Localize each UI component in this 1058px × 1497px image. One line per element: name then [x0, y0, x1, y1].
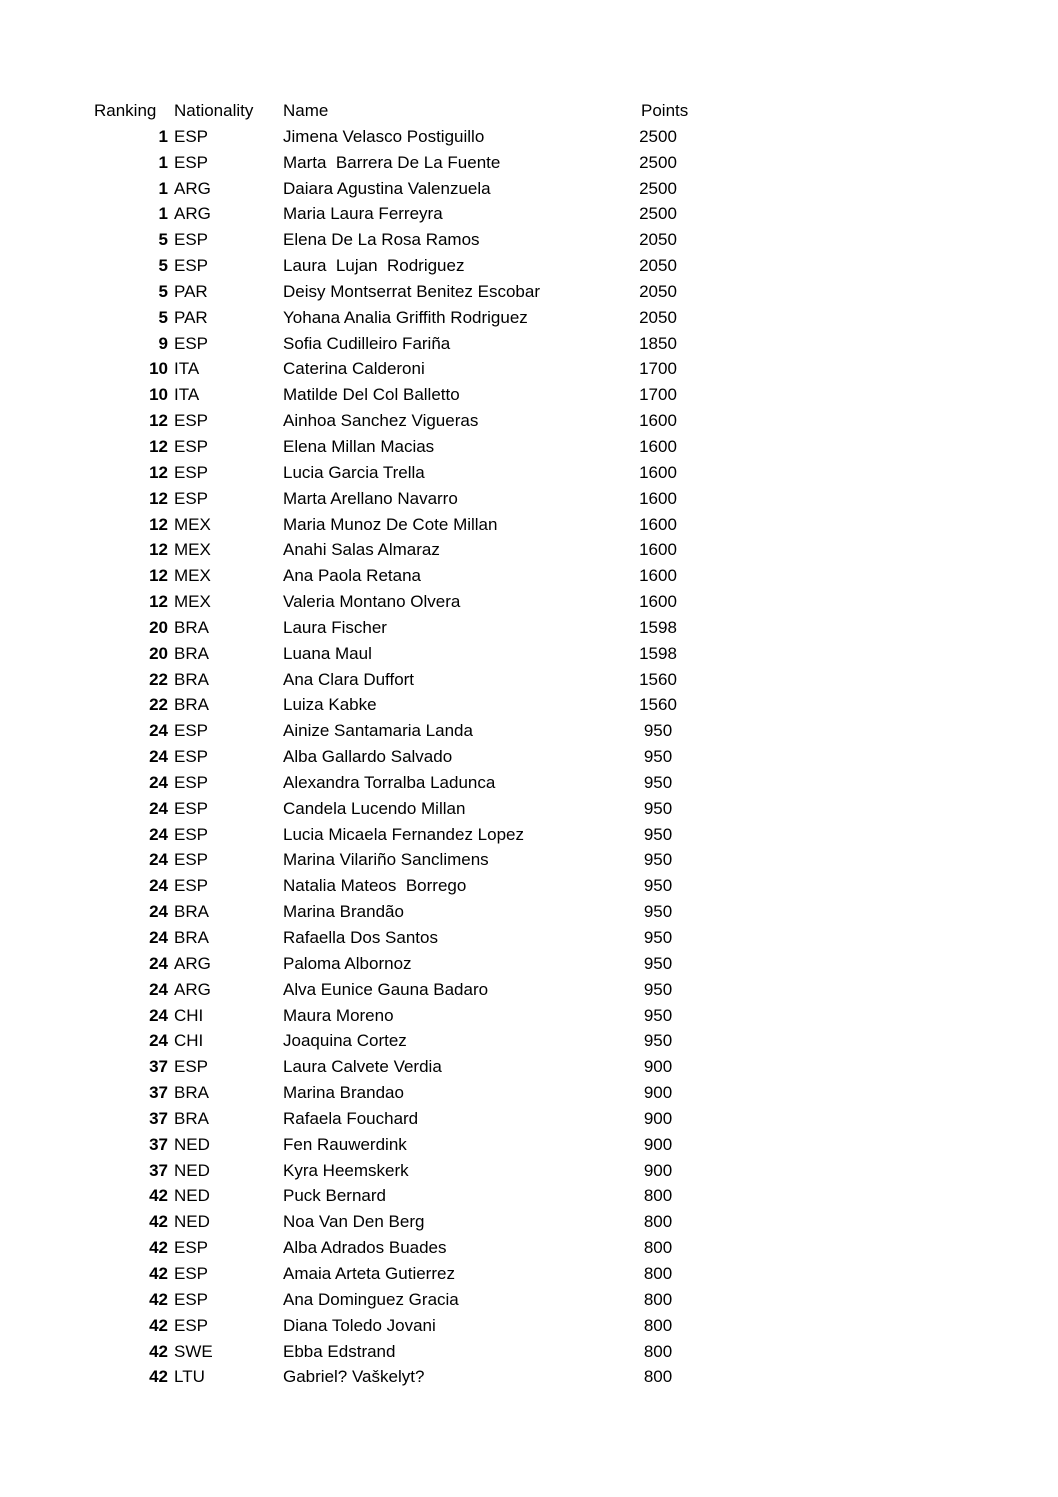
name-cell: Ana Clara Duffort [283, 669, 415, 689]
points-cell: 1600 [639, 411, 677, 431]
table-header-row [88, 98, 689, 124]
rank-cell: 5 [158, 256, 168, 276]
table-row [88, 1209, 673, 1235]
rank-cell: 24 [149, 772, 168, 792]
points-cell: 2500 [639, 204, 677, 224]
name-cell: Ana Dominguez Gracia [283, 1289, 459, 1309]
nationality-cell: NED [174, 1134, 210, 1154]
table-row [88, 718, 673, 744]
nationality-cell: NED [174, 1212, 210, 1232]
rank-cell: 1 [158, 126, 168, 146]
table-row [88, 434, 677, 460]
points-cell: 1700 [639, 359, 677, 379]
rank-cell: 12 [149, 436, 168, 456]
rank-cell: 37 [149, 1108, 168, 1128]
name-cell: Puck Bernard [283, 1186, 386, 1206]
rank-cell: 20 [149, 643, 168, 663]
nationality-cell: ARG [174, 953, 211, 973]
table-row [88, 1313, 673, 1339]
points-cell: 800 [643, 1341, 673, 1361]
table-row [88, 486, 677, 512]
table-row [88, 1054, 673, 1080]
name-cell: Joaquina Cortez [283, 1031, 407, 1051]
points-cell: 950 [643, 798, 673, 818]
points-cell: 950 [643, 850, 673, 870]
points-cell: 2500 [639, 126, 677, 146]
table-row [88, 796, 673, 822]
nationality-cell: CHI [174, 1031, 204, 1051]
name-cell: Anahi Salas Almaraz [283, 540, 440, 560]
name-cell: Maura Moreno [283, 1005, 394, 1025]
rank-cell: 12 [149, 488, 168, 508]
table-row [88, 1106, 673, 1132]
name-cell: Alexandra Torralba Ladunca [283, 772, 496, 792]
name-cell: Alva Eunice Gauna Badaro [283, 979, 489, 999]
rank-cell: 1 [158, 204, 168, 224]
rank-cell: 24 [149, 798, 168, 818]
nationality-cell: MEX [174, 592, 211, 612]
rank-cell: 24 [149, 747, 168, 767]
table-row [88, 1028, 673, 1054]
rank-cell: 1 [158, 152, 168, 172]
name-cell: Valeria Montano Olvera [283, 592, 461, 612]
table-row [88, 641, 677, 667]
points-cell: 1700 [639, 385, 677, 405]
rank-cell: 5 [158, 307, 168, 327]
points-cell: 1600 [639, 462, 677, 482]
nationality-cell: CHI [174, 1005, 204, 1025]
table-row [88, 951, 673, 977]
table-row [88, 537, 677, 563]
table-row [88, 1158, 673, 1184]
table-row [88, 925, 673, 951]
nationality-cell: ESP [174, 1289, 209, 1309]
table-row [88, 253, 677, 279]
points-cell: 800 [643, 1289, 673, 1309]
points-cell: 950 [643, 979, 673, 999]
points-cell: 900 [643, 1134, 673, 1154]
name-cell: Lucia Micaela Fernandez Lopez [283, 824, 524, 844]
points-cell: 800 [643, 1238, 673, 1258]
nationality-cell: ESP [174, 1263, 209, 1283]
rank-cell: 5 [158, 230, 168, 250]
nationality-cell: ESP [174, 721, 209, 741]
name-cell: Ainhoa Sanchez Vigueras [283, 411, 479, 431]
nationality-cell: ESP [174, 152, 209, 172]
rank-cell: 24 [149, 1031, 168, 1051]
name-cell: Noa Van Den Berg [283, 1212, 425, 1232]
points-cell: 1598 [639, 617, 677, 637]
name-cell: Ebba Edstrand [283, 1341, 396, 1361]
table-row [88, 873, 673, 899]
name-cell: Rafaella Dos Santos [283, 928, 438, 947]
points-cell: 950 [643, 721, 673, 741]
nationality-cell: ESP [174, 126, 209, 146]
nationality-cell: BRA [174, 643, 209, 663]
name-cell: Kyra Heemskerk [283, 1160, 409, 1180]
points-cell: 800 [643, 1367, 673, 1387]
name-cell: Gabriel? Vaškelyt? [283, 1367, 425, 1387]
table-row [88, 408, 677, 434]
name-cell: Luiza Kabke [283, 695, 377, 715]
rank-cell: 42 [149, 1289, 168, 1309]
table-row [88, 1080, 673, 1106]
table-row [88, 770, 673, 796]
header-ranking: Ranking [94, 101, 157, 120]
points-cell: 2500 [639, 152, 677, 172]
table-row [88, 1235, 673, 1261]
table-row [88, 1261, 673, 1287]
rank-cell: 24 [149, 979, 168, 999]
rank-cell: 22 [149, 695, 168, 715]
rank-cell: 20 [149, 617, 168, 637]
table-row [88, 305, 677, 331]
rank-cell: 24 [149, 876, 168, 896]
table-row [88, 1339, 673, 1365]
name-cell: Maria Laura Ferreyra [283, 204, 443, 224]
points-cell: 1600 [639, 592, 677, 612]
name-cell: Rafaela Fouchard [283, 1108, 419, 1128]
nationality-cell: ESP [174, 333, 209, 353]
points-cell: 2050 [639, 281, 677, 301]
points-cell: 2500 [639, 178, 677, 198]
header-nationality: Nationality [174, 101, 254, 120]
points-cell: 950 [643, 876, 673, 896]
nationality-cell: MEX [174, 540, 211, 560]
name-cell: Amaia Arteta Gutierrez [283, 1263, 455, 1283]
nationality-cell: ARG [174, 204, 211, 224]
table-row [88, 512, 677, 538]
name-cell: Deisy Montserrat Benitez Escobar [283, 281, 540, 301]
rank-cell: 24 [149, 953, 168, 973]
points-cell: 950 [643, 824, 673, 844]
rank-cell: 37 [149, 1160, 168, 1180]
name-cell: Ana Paola Retana [283, 566, 421, 586]
name-cell: Natalia Mateos Borrego [283, 876, 467, 896]
rank-cell: 12 [149, 514, 168, 534]
table-row [88, 1183, 673, 1209]
rank-cell: 22 [149, 669, 168, 689]
name-cell: Marta Barrera De La Fuente [283, 152, 501, 172]
name-cell: Elena De La Rosa Ramos [283, 230, 480, 250]
ranking-table [88, 98, 689, 1390]
name-cell: Daiara Agustina Valenzuela [283, 178, 491, 198]
nationality-cell: ARG [174, 178, 211, 198]
points-cell: 1560 [639, 669, 677, 689]
points-cell: 2050 [639, 256, 677, 276]
name-cell: Sofia Cudilleiro Fariña [283, 333, 451, 353]
points-cell: 2050 [639, 307, 677, 327]
nationality-cell: ITA [174, 385, 200, 405]
table-row [88, 150, 677, 176]
nationality-cell: BRA [174, 902, 209, 922]
nationality-cell: BRA [174, 1108, 209, 1128]
points-cell: 1560 [639, 695, 677, 715]
points-cell: 1850 [639, 333, 677, 353]
nationality-cell: ESP [174, 462, 209, 482]
rank-cell: 10 [149, 359, 168, 379]
points-cell: 1600 [639, 514, 677, 534]
name-cell: Alba Adrados Buades [283, 1238, 447, 1258]
points-cell: 800 [643, 1315, 673, 1335]
table-body [88, 124, 677, 1390]
name-cell: Marina Brandão [283, 902, 404, 922]
rank-cell: 10 [149, 385, 168, 405]
points-cell: 1600 [639, 488, 677, 508]
rank-cell: 24 [149, 902, 168, 922]
rank-cell: 5 [158, 281, 168, 301]
table-row [88, 382, 677, 408]
nationality-cell: ESP [174, 411, 209, 431]
table-row [88, 667, 677, 693]
rank-cell: 12 [149, 462, 168, 482]
nationality-cell: LTU [174, 1367, 205, 1387]
name-cell: Caterina Calderoni [283, 359, 425, 379]
table-row [88, 1287, 673, 1313]
rank-cell: 42 [149, 1367, 168, 1387]
nationality-cell: SWE [174, 1341, 213, 1361]
rank-cell: 24 [149, 721, 168, 741]
nationality-cell: BRA [174, 928, 209, 947]
nationality-cell: BRA [174, 1083, 209, 1103]
nationality-cell: ESP [174, 772, 209, 792]
points-cell: 1600 [639, 436, 677, 456]
points-cell: 2050 [639, 230, 677, 250]
nationality-cell: PAR [174, 307, 208, 327]
points-cell: 1600 [639, 540, 677, 560]
nationality-cell: ESP [174, 824, 209, 844]
name-cell: Matilde Del Col Balletto [283, 385, 460, 405]
nationality-cell: ESP [174, 488, 209, 508]
points-cell: 950 [643, 1031, 673, 1051]
rank-cell: 12 [149, 540, 168, 560]
rank-cell: 12 [149, 411, 168, 431]
table-row [88, 356, 677, 382]
nationality-cell: ESP [174, 1057, 209, 1077]
nationality-cell: MEX [174, 514, 211, 534]
points-cell: 800 [643, 1263, 673, 1283]
rank-cell: 12 [149, 566, 168, 586]
name-cell: Fen Rauwerdink [283, 1134, 407, 1154]
nationality-cell: BRA [174, 669, 209, 689]
rank-cell: 37 [149, 1134, 168, 1154]
name-cell: Elena Millan Macias [283, 436, 435, 456]
nationality-cell: ARG [174, 979, 211, 999]
header-name: Name [283, 101, 329, 120]
nationality-cell: BRA [174, 695, 209, 715]
rank-cell: 12 [149, 592, 168, 612]
rank-cell: 24 [149, 824, 168, 844]
table-row [88, 201, 677, 227]
rank-cell: 24 [149, 928, 168, 947]
points-cell: 800 [643, 1212, 673, 1232]
table-row [88, 1364, 673, 1390]
name-cell: Diana Toledo Jovani [283, 1315, 436, 1335]
name-cell: Maria Munoz De Cote Millan [283, 514, 498, 534]
points-cell: 1600 [639, 566, 677, 586]
points-cell: 900 [643, 1108, 673, 1128]
rank-cell: 42 [149, 1238, 168, 1258]
points-cell: 900 [643, 1160, 673, 1180]
rank-cell: 42 [149, 1263, 168, 1283]
rank-cell: 37 [149, 1083, 168, 1103]
name-cell: Lucia Garcia Trella [283, 462, 425, 482]
points-cell: 950 [643, 772, 673, 792]
rank-cell: 9 [158, 333, 168, 353]
table-row [88, 589, 677, 615]
name-cell: Candela Lucendo Millan [283, 798, 466, 818]
table-row [88, 1132, 673, 1158]
name-cell: Laura Calvete Verdia [283, 1057, 442, 1077]
table-row [88, 460, 677, 486]
points-cell: 900 [643, 1057, 673, 1077]
points-cell: 950 [643, 902, 673, 922]
name-cell: Marina Vilariño Sanclimens [283, 850, 489, 870]
rank-cell: 42 [149, 1186, 168, 1206]
nationality-cell: PAR [174, 281, 208, 301]
points-cell: 1598 [639, 643, 677, 663]
nationality-cell: ESP [174, 1238, 209, 1258]
points-cell: 800 [643, 1186, 673, 1206]
rank-cell: 1 [158, 178, 168, 198]
name-cell: Luana Maul [283, 643, 372, 663]
table-row [88, 899, 673, 925]
name-cell: Alba Gallardo Salvado [283, 747, 453, 767]
table-row [88, 563, 677, 589]
table-row [88, 847, 673, 873]
name-cell: Jimena Velasco Postiguillo [283, 126, 485, 146]
name-cell: Yohana Analia Griffith Rodriguez [283, 307, 528, 327]
table-row [88, 977, 673, 1003]
table-row [88, 615, 677, 641]
nationality-cell: BRA [174, 617, 209, 637]
rank-cell: 42 [149, 1212, 168, 1232]
table-row [88, 1003, 673, 1029]
name-cell: Marta Arellano Navarro [283, 488, 458, 508]
name-cell: Laura Fischer [283, 617, 387, 637]
nationality-cell: ESP [174, 747, 209, 767]
name-cell: Paloma Albornoz [283, 953, 412, 973]
rank-cell: 42 [149, 1341, 168, 1361]
rank-cell: 24 [149, 850, 168, 870]
table-row [88, 331, 677, 357]
points-cell: 900 [643, 1083, 673, 1103]
name-cell: Marina Brandao [283, 1083, 404, 1103]
nationality-cell: NED [174, 1160, 210, 1180]
points-cell: 950 [643, 1005, 673, 1025]
header-points: Points [641, 101, 689, 120]
table-row [88, 744, 673, 770]
nationality-cell: ESP [174, 798, 209, 818]
nationality-cell: ESP [174, 1315, 209, 1335]
points-cell: 950 [643, 928, 673, 947]
nationality-cell: ESP [174, 230, 209, 250]
table-row [88, 279, 677, 305]
name-cell: Laura Lujan Rodriguez [283, 256, 465, 276]
table-row [88, 227, 677, 253]
nationality-cell: ESP [174, 876, 209, 896]
nationality-cell: NED [174, 1186, 210, 1206]
table-row [88, 176, 677, 202]
rank-cell: 42 [149, 1315, 168, 1335]
points-cell: 950 [643, 953, 673, 973]
table-row [88, 692, 677, 718]
nationality-cell: ESP [174, 436, 209, 456]
nationality-cell: ESP [174, 850, 209, 870]
nationality-cell: ESP [174, 256, 209, 276]
name-cell: Ainize Santamaria Landa [283, 721, 473, 741]
nationality-cell: ITA [174, 359, 200, 379]
rank-cell: 24 [149, 1005, 168, 1025]
points-cell: 950 [643, 747, 673, 767]
rank-cell: 37 [149, 1057, 168, 1077]
table-row [88, 822, 673, 848]
table-row [88, 124, 677, 150]
nationality-cell: MEX [174, 566, 211, 586]
